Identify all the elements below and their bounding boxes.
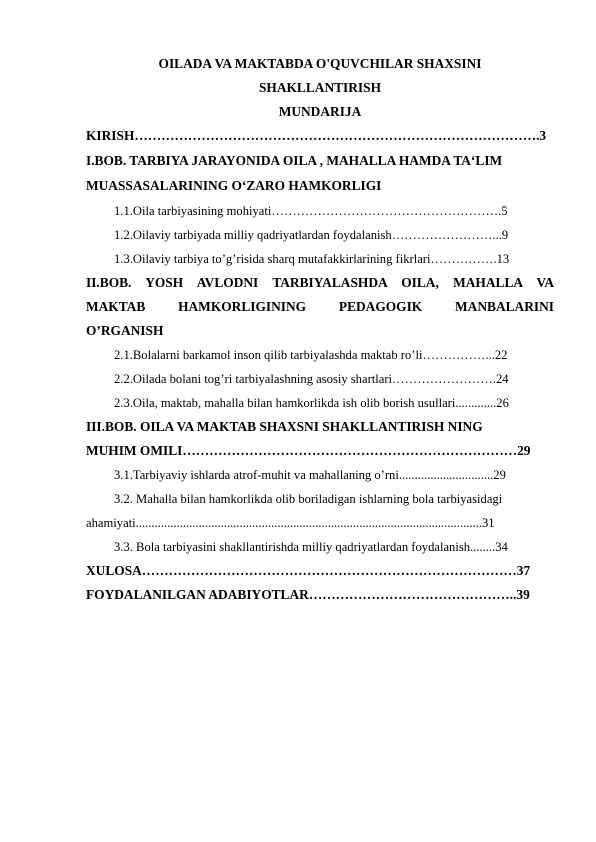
- toc-section-3-1: 3.1.Tarbiyaviy ishlarda atrof-muhit va mahallaning o’rni..............................29: [114, 468, 506, 482]
- toc-section-2-1: 2.1.Bolalarni barkamol inson qilib tarbiyalashda maktab ro’li……………...22: [114, 348, 508, 362]
- toc-section-2-2: 2.2.Oilada bolani tog’ri tarbiyalashning asosiy shartlari…………………….24: [114, 372, 509, 386]
- toc-section-3-3: 3.3. Bola tarbiyasini shakllantirishda milliy qadriyatlardan foydalanish........34: [114, 540, 508, 554]
- toc-chapter2-line2: MAKTAB HAMKORLIGINING PEDAGOGIK MANBALARINI: [86, 299, 554, 314]
- toc-section-2-3: 2.3.Oila, maktab, mahalla bilan hamkorlikda ish olib borish usullari.............26: [114, 396, 509, 410]
- toc-chapter3-line1: III.BOB. OILA VA MAKTAB SHAXSNI SHAKLLANTIRISH NING: [86, 419, 483, 434]
- contents-heading: MUNDARIJA: [278, 104, 362, 119]
- toc-chapter3-line2: MUHIM OMILI…………………………………………………………………29: [86, 443, 531, 458]
- toc-chapter2-line1: II.BOB. YOSH AVLODNI TARBIYALASHDA OILA, MAHALLA VA: [86, 275, 554, 290]
- toc-entry-bibliography: FOYDALANILGAN ADABIYOTLAR………………………………………..39: [86, 587, 530, 602]
- toc-section-3-2-line1: 3.2. Mahalla bilan hamkorlikda olib boriladigan ishlarning bola tarbiyasidagi: [114, 492, 503, 506]
- toc-chapter1-line1: I.BOB. TARBIYA JARAYONIDA OILA , MAHALLA HAMDA TA‘LIM: [86, 153, 503, 168]
- toc-section-1-1: 1.1.Oila tarbiyasining mohiyati……………………………………………….5: [114, 204, 508, 218]
- toc-section-1-3: 1.3.Oilaviy tarbiya to’g’risida sharq mutafakkirlarining fikrlari…………….13: [114, 252, 510, 266]
- document-title-line2: SHAKLLANTIRISH: [258, 80, 382, 95]
- toc-chapter1-line2: MUASSASALARINING O‘ZARO HAMKORLIGI: [86, 178, 382, 193]
- toc-chapter2-line3: O’RGANISH: [86, 323, 164, 338]
- toc-entry-kirish: KIRISH……………………………………………………………………………….3: [86, 128, 547, 143]
- toc-section-3-2-line2: ahamiyati..............................................................................................................31: [86, 516, 495, 530]
- document-title-line1: OILADA VA MAKTABDA O'QUVCHILAR SHAXSINI: [158, 56, 482, 71]
- toc-entry-xulosa: XULOSA…………………………………………………………………………37: [86, 563, 531, 578]
- toc-section-1-2: 1.2.Oilaviy tarbiyada milliy qadriyatlardan foydalanish……………………...9: [114, 228, 509, 242]
